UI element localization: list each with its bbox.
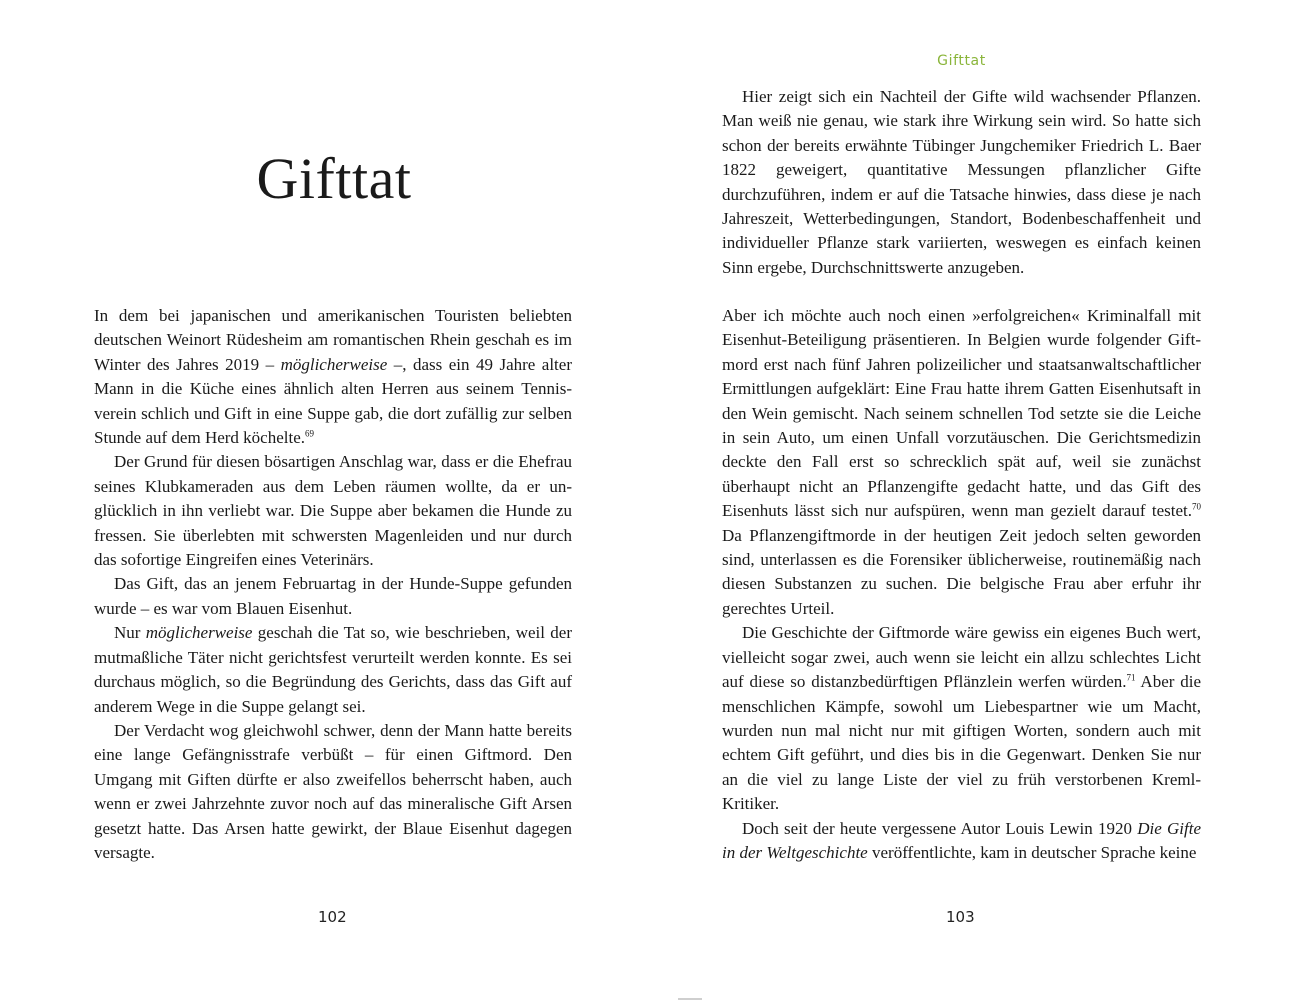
text-run: Doch seit der heute vergessene Autor Louis Lewin 1920 [742,818,1138,838]
text-run: Der Grund für diesen bösartigen Anschlag war, dass er die Ehefrau seines Klubkameraden aus dem Leben räumen wollte, da er unglücklich in ihn verliebt war. Die Suppe aber bekamen die Hunde zu fressen. Sie überlebten mit schwersten Magenleiden und nur durch das sofortige Eingreifen eines Veterinärs. [94,452,572,570]
paragraph [94,304,572,450]
emphasis-text: Die Gifte in der Weltgeschichte [722,818,1201,862]
paragraph [722,817,1201,866]
right-body-text-top [722,85,1201,280]
footnote-ref: 69 [305,428,315,439]
footnote-ref: 71 [1126,672,1136,683]
text-run: Aber ich möchte auch noch einen »erfolgreichen« Kriminalfall mit Eisenhut-Beteiligung präsentieren. In Belgien wurde folgender Giftmord erst nach fünf Jahren polizeilicher und staatsanwaltschaftlicher Ermittlungen aufgeklärt: Eine Frau hatte ihrem Gatten Eisenhutsaft in den Wein gemischt. Nach seinem schnellen Tod setzte sie die Leiche in sein Auto, um einen Unfall vorzutäuschen. Die Gerichtsmedizin deckte den Fall erst so schrecklich spät auf, weil sie zunächst überhaupt nicht an Pflanzengifte gedacht hatte, und das Gift des Eisenhuts lässt sich nur aufspüren, wenn man gezielt darauf testet. [722,306,1201,521]
chapter-title: Gifttat [256,146,412,211]
text-run: In dem bei japanischen und amerikanischen Touristen beliebten deutschen Weinort Rüdesheim am romantischen Rhein geschah es im Winter des Jahres 2019 – [94,306,572,374]
paragraph [94,621,572,719]
running-head: Gifttat [937,53,986,69]
paragraph [94,719,572,865]
text-run: Der Verdacht wog gleichwohl schwer, denn der Mann hatte bereits eine lange Gefängnisstrafe verbüßt – für einen Giftmord. Den Umgang mit Giften dürfte er also zweifellos beherrscht haben, auch wenn er zwei Jahrzehnte zuvor noch auf das mineralische Gift Arsen gesetzt hatte. Das Arsen hatte gewirkt, der Blaue Eisenhut dagegen versagte. [94,720,572,862]
emphasis-text: möglicherweise [280,354,388,374]
text-run: Die Geschichte der Giftmorde wäre gewiss ein eigenes Buch wert, vielleicht sogar zwei, auch wenn sie leicht ein allzu schlechtes Licht auf diese so distanzbedürftigen Pflänzlein werfen würden. [722,623,1201,692]
paragraph [94,572,572,621]
text-run: Das Gift, das an jenem Februartag in der Hunde-Suppe gefunden wurde – es war vom Blauen Eisenhut. [94,574,572,618]
text-run: Nur [114,623,146,643]
paragraph [722,85,1201,280]
text-run: Hier zeigt sich ein Nachteil der Gifte wild wachsender Pflanzen. Man weiß nie genau, wie stark ihre Wirkung sein wird. So hatte sich schon der bereits erwähnte Tübinger Jungchemiker Friedrich L. Baer 1822 geweigert, quantitative Messungen pflanzlicher Gifte durchzuführen, indem er auf die Tatsache hinwies, dass diese je nach Jahreszeit, Wetterbedingungen, Standort, Bodenbeschaffenheit und individueller Pflanze stark variierten, weswegen es einfach keinen Sinn ergebe, Durchschnittswerte anzugeben. [722,87,1201,277]
paragraph [94,450,572,572]
text-run: Da Pflanzengiftmorde in der heutigen Zeit jedoch selten geworden sind, unterlassen es die Forensiker üblicherweise, routinemäßig nach diesen Substanzen zu suchen. Die belgische Frau aber erfuhr ihr gerechtes Urteil. [722,525,1201,618]
right-page [646,0,1293,1000]
text-run: –, dass ein 49 Jahre alter Mann in die Küche eines ähnlich alten Herren aus seinem Tennisverein schlich und Gift in eine Suppe gab, die dort zufällig zur selben Stunde auf dem Herd köchelte. [94,354,572,448]
emphasis-text: möglicherweise [145,623,253,643]
text-run: geschah die Tat so, wie beschrieben, weil der mutmaßliche Täter nicht gerichtsfest verurteilt werden konnte. Es sei durchaus möglich, so die Begründung des Gerichts, dass das Gift auf anderem Wege in die Suppe gelangt sei. [94,623,572,716]
left-body-text [94,304,572,865]
right-body-text-main [722,304,1201,865]
page-number-left: 102 [318,908,347,926]
paragraph [722,621,1201,816]
text-run: Aber die menschlichen Kämpfe, sowohl um Liebespartner wie um Macht, wurden nun mal nicht nur mit giftigen Worten, sondern auch mit echtem Gift geführt, und dies bis in die Gegenwart. Denken Sie nur an die viel zu lange Liste der viel zu früh verstorbenen Kreml-Kritiker. [722,672,1201,814]
page-number-right: 103 [946,908,975,926]
left-page [0,0,646,1000]
text-run: veröffentlichte, kam in deutscher Sprache keine [867,842,1197,862]
paragraph [722,304,1201,621]
footnote-ref: 70 [1192,501,1201,512]
